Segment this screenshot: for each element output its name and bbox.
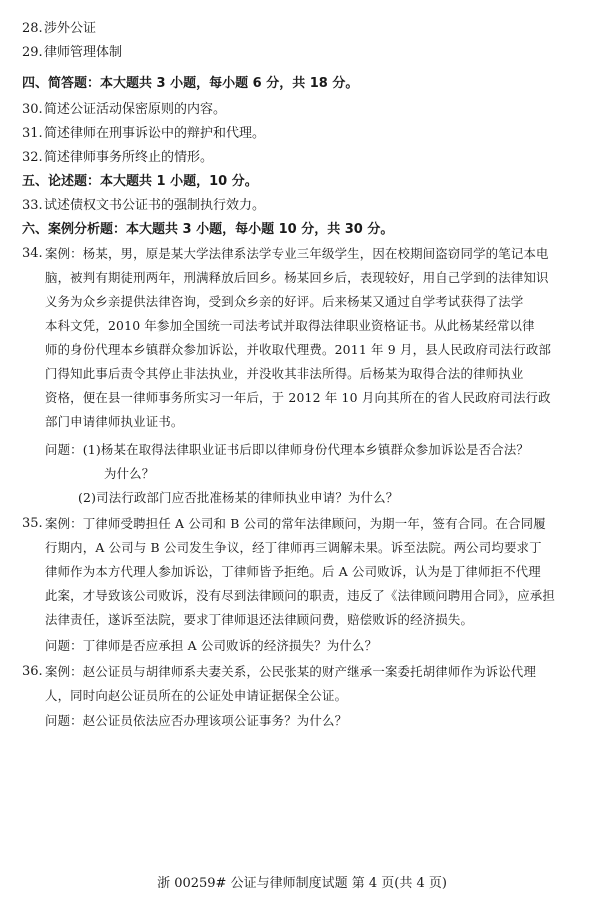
item-29	[22, 45, 587, 61]
case-36-question: 问题：赵公证员依法应否办理该项公证事务？为什么？	[45, 713, 348, 728]
question-32	[22, 150, 587, 166]
page-footer: 浙 00259# 公证与律师制度试题 第 4 页(共 4 页)	[157, 876, 447, 891]
case-34-line: 本科文凭，2010 年参加全国统一司法考试并取得法律职业资格证书。从此杨某经常以律	[45, 318, 535, 333]
question-31	[22, 126, 587, 142]
section-4-heading: 四、简答题：本大题共 3 小题，每小题 6 分，共 18 分。	[22, 76, 359, 91]
section-6-heading: 六、案例分析题：本大题共 3 小题，每小题 10 分，共 30 分。	[22, 222, 394, 237]
question-text: 简述公证活动保密原则的内容。	[44, 102, 227, 117]
case-34-line: 资格，便在县一律师事务所实习一年后，于 2012 年 10 月向其所在的省人民政府司法行政	[45, 390, 551, 405]
case-34-line: 部门申请律师执业证书。	[45, 414, 184, 429]
case-34-line: 门得知此事后责令其停止非法执业，并没收其非法所得。后杨某为取得合法的律师执业	[45, 366, 524, 381]
item-28	[22, 21, 587, 37]
question-number: 30.	[22, 102, 43, 117]
case-34-question-2: (2)司法行政部门应否批准杨某的律师执业申请？为什么？	[78, 490, 399, 505]
question-30	[22, 102, 587, 118]
case-34-question-1: 问题：(1)杨某在取得法律职业证书后即以律师身份代理本乡镇群众参加诉讼是否合法？	[45, 442, 530, 457]
question-number: 33.	[22, 198, 43, 213]
question-number: 31.	[22, 126, 43, 141]
case-34-line: 师的身份代理本乡镇群众参加诉讼，并收取代理费。2011 年 9 月，县人民政府司法行政部	[45, 342, 552, 357]
case-34-question-1-cont: 为什么？	[104, 466, 155, 481]
case-35-line: 律师作为本方代理人参加诉讼，丁律师皆予拒绝。后 A 公司败诉，认为是丁律师拒不代理	[45, 564, 541, 579]
case-34-line: 案例：杨某，男，原是某大学法律系法学专业三年级学生，因在校期间盗窃同学的笔记本电	[45, 246, 549, 261]
case-35-line: 此案，才导致该公司败诉，没有尽到法律顾问的职责，违反了《法律顾问聘用合同》，应承担	[45, 588, 556, 603]
question-number: 32.	[22, 150, 43, 165]
item-text: 律师管理体制	[44, 45, 123, 60]
case-36-line: 人，同时向赵公证员所在的公证处申请证据保全公证。	[45, 688, 348, 703]
question-text: 简述律师在刑事诉讼中的辩护和代理。	[44, 126, 266, 141]
question-number: 35.	[22, 516, 43, 531]
item-number: 29.	[22, 45, 43, 60]
section-5-heading: 五、论述题：本大题共 1 小题，10 分。	[22, 174, 258, 189]
case-34-line: 义务为众乡亲提供法律咨询，受到众乡亲的好评。后来杨某又通过自学考试获得了法学	[45, 294, 524, 309]
item-number: 28.	[22, 21, 43, 36]
question-text: 试述债权文书公证书的强制执行效力。	[44, 198, 266, 213]
item-text: 涉外公证	[44, 21, 97, 36]
case-35-line: 案例：丁律师受聘担任 A 公司和 B 公司的常年法律顾问，为期一年，签有合同。在合同履	[45, 516, 546, 531]
case-35-question: 问题：丁律师是否应承担 A 公司败诉的经济损失？为什么？	[45, 638, 378, 653]
case-35-line: 法律责任，遂诉至法院，要求丁律师退还法律顾问费，赔偿败诉的经济损失。	[45, 612, 474, 627]
question-33	[22, 198, 587, 214]
case-35-line: 行期内，A 公司与 B 公司发生争议，经丁律师再三调解未果。诉至法院。两公司均要求丁	[45, 540, 542, 555]
question-text: 简述律师事务所终止的情形。	[44, 150, 214, 165]
question-number: 36.	[22, 664, 43, 679]
case-36-line: 案例：赵公证员与胡律师系夫妻关系，公民张某的财产继承一案委托胡律师作为诉讼代理	[45, 664, 537, 679]
case-34-line: 脑，被判有期徒刑两年，刑满释放后回乡。杨某回乡后，表现较好，用自己学到的法律知识	[45, 270, 549, 285]
question-number: 34.	[22, 246, 43, 261]
